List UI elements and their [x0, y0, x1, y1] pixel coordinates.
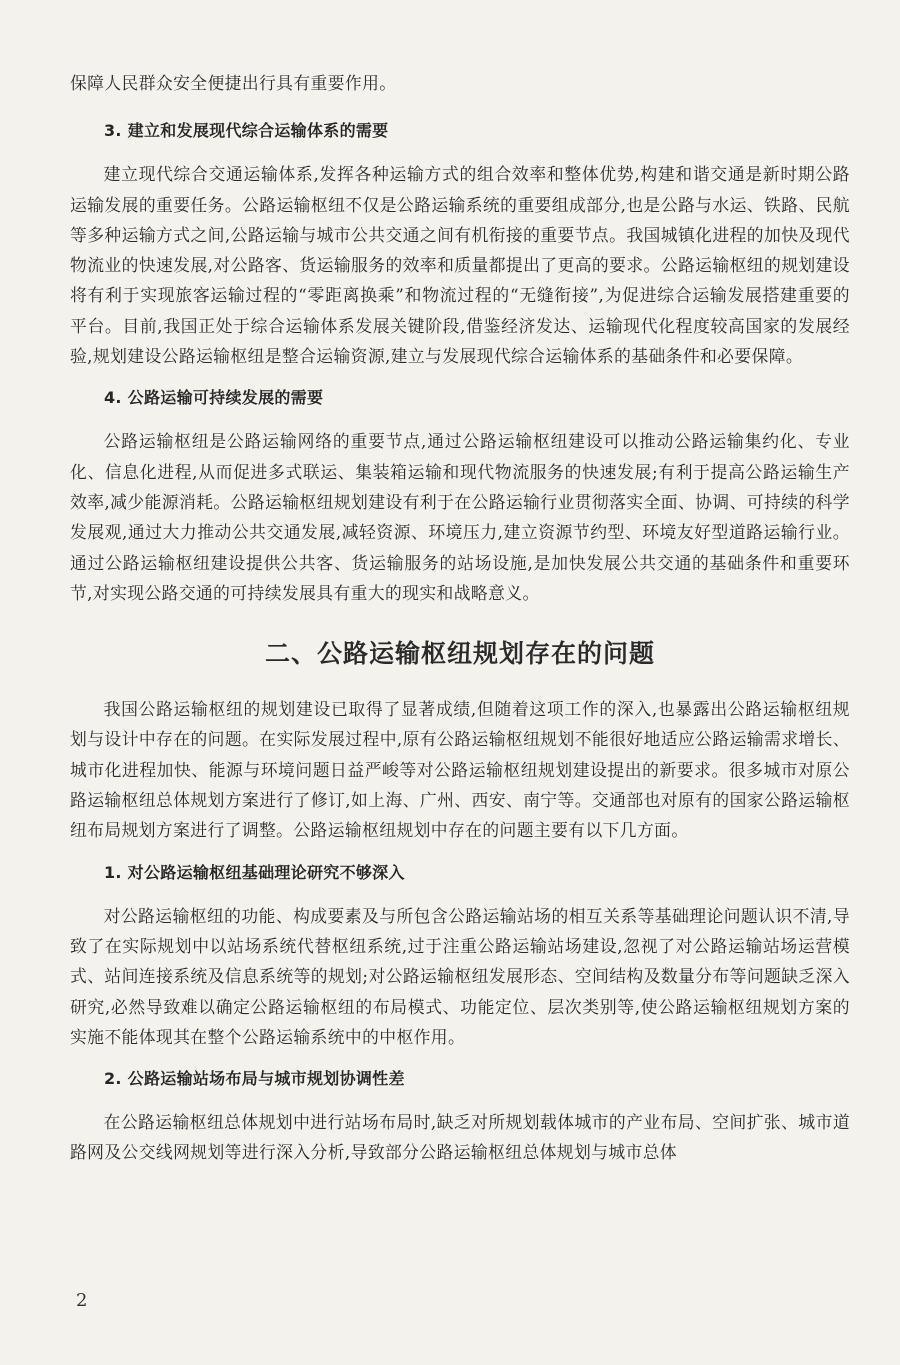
problem-heading-1: 1. 对公路运输枢纽基础理论研究不够深入 [104, 862, 405, 882]
document-page [70, 68, 850, 1168]
chapter-heading: 二、公路运输枢纽规划存在的问题 [264, 639, 655, 669]
section-heading-4: 4. 公路运输可持续发展的需要 [104, 388, 324, 408]
section-paragraph-3: 建立现代综合交通运输体系,发挥各种运输方式的组合效率和整体优势,构建和谐交通是新时期公路运输发展的重要任务。公路运输枢纽不仅是公路运输系统的重要组成部分,也是公路与水运、铁路、民航等多种运输方式之间,公路运输与城市公共交通之间有机衔接的重要节点。我国城镇化进程的加快及现代物流业的快速发展,对公路客、货运输服务的效率和质量都提出了更高的要求。公路运输枢纽的规划建设将有利于实现旅客运输过程的“零距离换乘”和物流过程的“无缝衔接”,为促进综合运输发展搭建重要的平台。目前,我国正处于综合运输体系发展关键阶段,借鉴经济发达、运输现代化程度较高国家的发展经验,规划建设公路运输枢纽是整合运输资源,建立与发展现代综合运输体系的基础条件和必要保障。 [70, 164, 850, 367]
lead-line: 保障人民群众安全便捷出行具有重要作用。 [70, 73, 397, 93]
section-paragraph-4: 公路运输枢纽是公路运输网络的重要节点,通过公路运输枢纽建设可以推动公路运输集约化、专业化、信息化进程,从而促进多式联运、集装箱运输和现代物流服务的快速发展;有利于提高公路运输生产效率,减少能源消耗。公路运输枢纽规划建设有利于在公路运输行业贯彻落实全面、协调、可持续的科学发展观,通过大力推动公共交通发展,减轻资源、环境压力,建立资源节约型、环境友好型道路运输行业。通过公路运输枢纽建设提供公共客、货运输服务的站场设施,是加快发展公共交通的基础条件和重要环节,对实现公路交通的可持续发展具有重大的现实和战略意义。 [70, 431, 850, 603]
page-number: 2 [76, 1290, 88, 1311]
section-heading-3: 3. 建立和发展现代综合运输体系的需要 [104, 121, 389, 141]
problem-paragraph-2: 在公路运输枢纽总体规划中进行站场布局时,缺乏对所规划载体城市的产业布局、空间扩张、城市道路网及公交线网规划等进行深入分析,导致部分公路运输枢纽总体规划与城市总体 [70, 1112, 850, 1163]
chapter-intro: 我国公路运输枢纽的规划建设已取得了显著成绩,但随着这项工作的深入,也暴露出公路运输枢纽规划与设计中存在的问题。在实际发展过程中,原有公路运输枢纽规划不能很好地适应公路运输需求增长、城市化进程加快、能源与环境问题日益严峻等对公路运输枢纽规划建设提出的新要求。很多城市对原公路运输枢纽总体规划方案进行了修订,如上海、广州、西安、南宁等。交通部也对原有的国家公路运输枢纽布局规划方案进行了调整。公路运输枢纽规划中存在的问题主要有以下几方面。 [70, 699, 850, 841]
problem-paragraph-1: 对公路运输枢纽的功能、构成要素及与所包含公路运输站场的相互关系等基础理论问题认识不清,导致了在实际规划中以站场系统代替枢纽系统,过于注重公路运输站场建设,忽视了对公路运输站场运营模式、站间连接系统及信息系统等的规划;对公路运输枢纽发展形态、空间结构及数量分布等问题缺乏深入研究,必然导致难以确定公路运输枢纽的布局模式、功能定位、层次类别等,使公路运输枢纽规划方案的实施不能体现其在整个公路运输系统中的中枢作用。 [70, 905, 850, 1047]
problem-heading-2: 2. 公路运输站场布局与城市规划协调性差 [104, 1069, 405, 1089]
